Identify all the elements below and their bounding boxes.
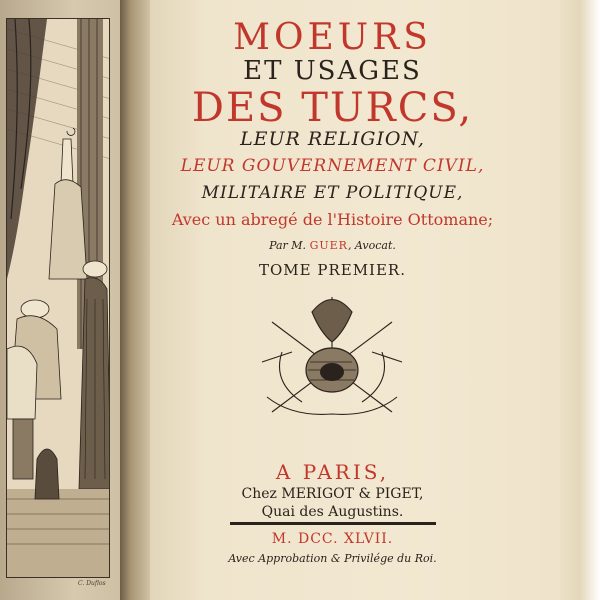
author-title: , Avocat. [347,239,396,252]
imprint-publisher: Chez MERIGOT & PIGET, [241,486,424,502]
frontispiece-page [0,0,135,600]
author-line [160,240,505,251]
subtitle-gouvernement: LEUR GOUVERNEMENT CIVIL, [180,156,485,176]
imprint-place: A PARIS, [275,460,390,484]
engraving-caption: C. Duflos [78,580,106,587]
imprint-address: Quai des Augustins. [261,504,404,520]
title-line-moeurs: MOEURS [233,17,432,58]
ornament-trophy [252,292,412,427]
imprint-year: M. DCC. XLVII. [271,531,394,547]
author-by: Par M. [269,239,307,252]
title-line-des-turcs: DES TURCS, [191,85,474,131]
volume-label: TOME PREMIER. [258,261,406,279]
subtitle-militaire: MILITAIRE ET POLITIQUE, [201,183,464,203]
subtitle-histoire: Avec un abregé de l'Histoire Ottomane; [171,210,494,229]
title-line-et-usages: ET USAGES [243,56,422,86]
frontispiece-engraving [6,18,110,578]
imprint-privilege: Avec Approbation & Privilége du Roi. [228,552,437,565]
engraving-illustration [7,19,110,578]
page-edge [560,0,600,600]
author-name: GUER [309,239,348,252]
subtitle-religion: LEUR RELIGION, [240,128,425,150]
imprint-rule [230,522,436,525]
